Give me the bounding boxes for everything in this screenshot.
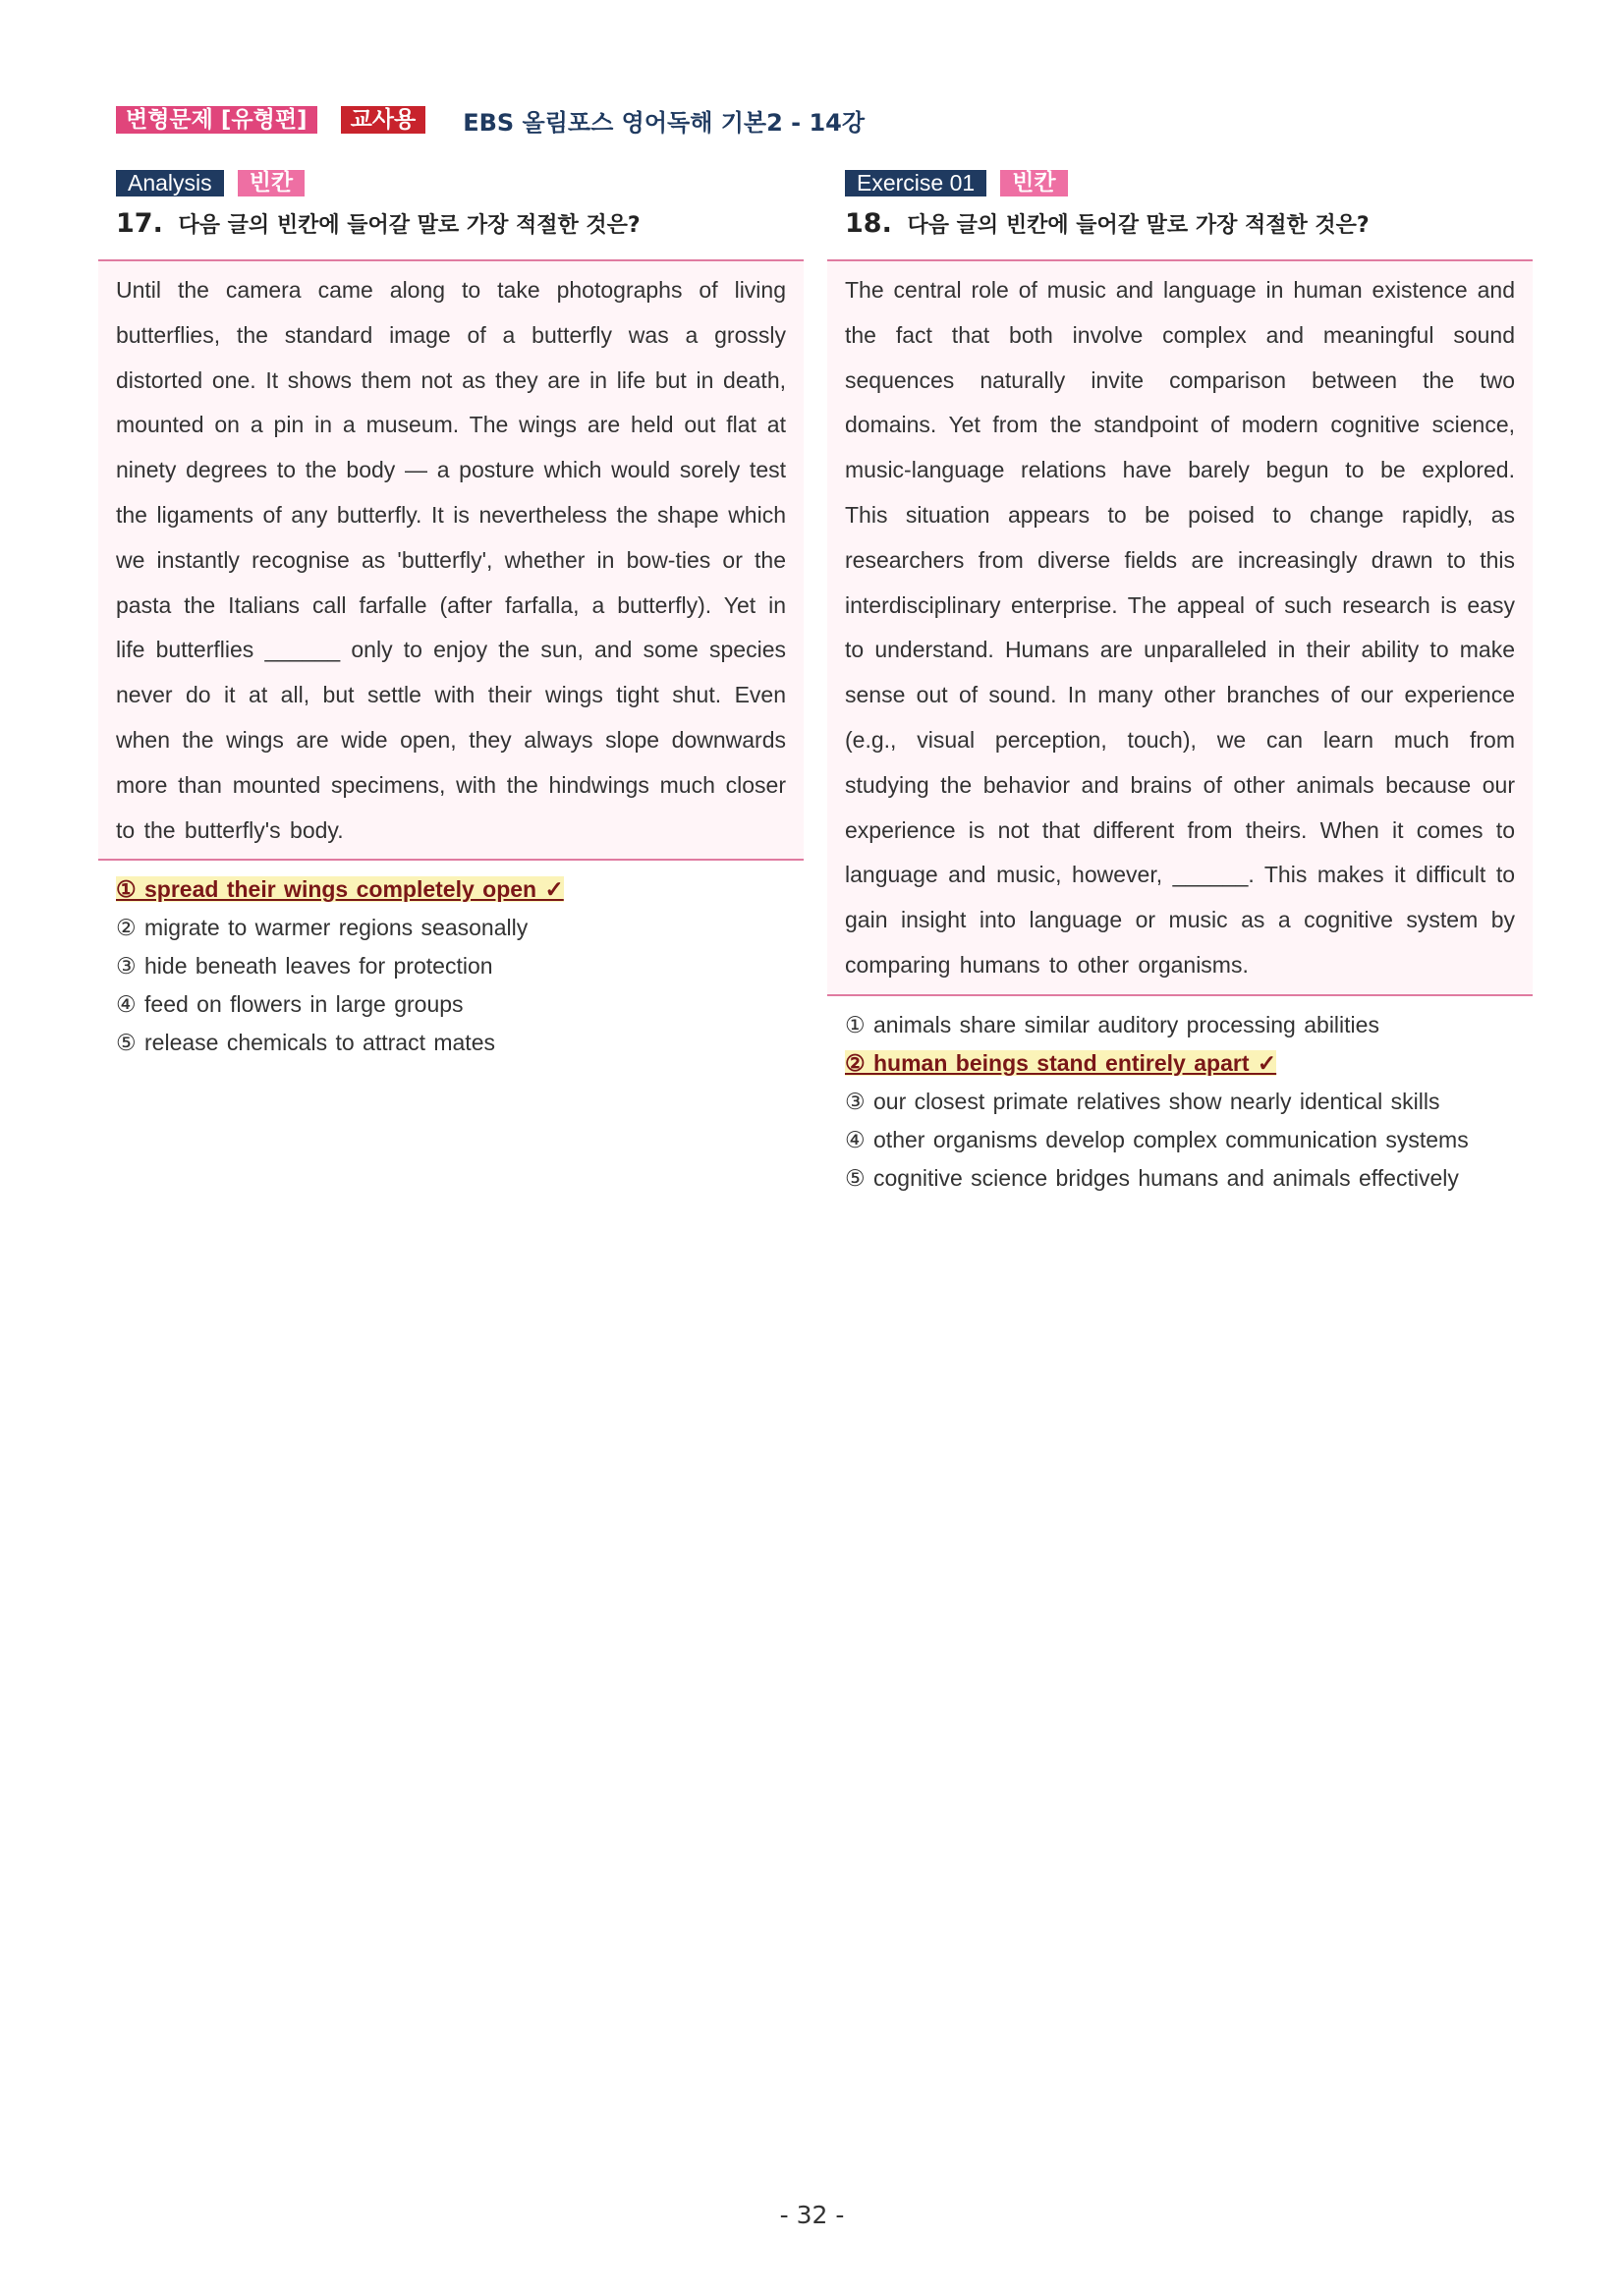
option-3[interactable]: ③ hide beneath leaves for protection — [116, 953, 493, 980]
option-4[interactable]: ④ other organisms develop complex communication systems — [845, 1126, 1469, 1152]
question-18-options — [827, 1006, 1533, 1198]
option-2-correct[interactable] — [845, 1044, 1533, 1083]
type-tag: 변형문제 [유형편] — [116, 106, 317, 134]
option-4[interactable]: ④ feed on flowers in large groups — [116, 991, 464, 1018]
passage-text: The central role of music and language in human existence and the fact that both involve complex and meaningful sound sequences naturally invite comparison between the two domains. Yet from the standpoint of modern cognitive science, music-language relations have barely begun to be explored. This situation appears to be poised to change rapidly, as researchers from diverse fields are increasingly drawn to this interdisciplinary enterprise. The appeal of such research is easy to understand. Humans are unparalleled in their ability to make sense out of sound. In many other branches of our experience (e.g., visual perception, touch), we can learn much from studying the behavior and brains of other animals because our experience is not that different from theirs. When it comes to language and music, however, ______. This makes it difficult to gain insight into language or music as a cognitive system by comparing humans to other organisms. — [845, 277, 1515, 978]
question-number: 17. — [116, 208, 163, 239]
question-17-options — [98, 870, 804, 1062]
option-5[interactable]: ⑤ cognitive science bridges humans and animals effectively — [845, 1164, 1459, 1191]
question-number: 18. — [845, 208, 892, 239]
question-17-labels — [98, 169, 804, 196]
option-3[interactable]: ③ our closest primate relatives show nearly identical skills — [845, 1088, 1440, 1114]
passage-text: Until the camera came along to take photographs of living butterflies, the standard image of a butterfly was a grossly distorted one. It shows them not as they are in life but in death, mounted on a pin in a museum. The wings are held out flat at ninety degrees to the body — a posture which would sorely test the ligaments of any butterfly. It is nevertheless the shape which we instantly recognise as 'butterfly', whether in bow-ties or the pasta the Italians call farfalle (after farfalla, a butterfly). Yet in life butterflies ______ only to enjoy the sun, and some species never do it at all, but settle with their wings tight shut. Even when the wings are wide open, they always slope downwards more than mounted specimens, with the hindwings much closer to the butterfly's body. — [116, 277, 786, 843]
option-2[interactable]: ② migrate to warmer regions seasonally — [116, 915, 529, 941]
page-header — [116, 104, 865, 136]
header-title: EBS 올림포스 영어독해 기본2 - 14강 — [463, 108, 866, 137]
option-text: ② human beings stand entirely apart ✓ — [845, 1049, 1277, 1076]
blank-type-label: 빈칸 — [238, 170, 305, 196]
option-1[interactable]: ① animals share similar auditory processing abilities — [845, 1011, 1379, 1037]
analysis-label: Analysis — [116, 170, 224, 196]
question-18-title — [827, 208, 1533, 240]
exercise-label: Exercise 01 — [845, 170, 986, 196]
question-18-passage — [827, 259, 1533, 996]
question-17-title — [98, 208, 804, 240]
option-1-correct[interactable] — [116, 870, 804, 909]
page-number: - 32 - — [779, 2201, 845, 2229]
option-5[interactable]: ⑤ release chemicals to attract mates — [116, 1030, 495, 1056]
question-17-passage — [98, 259, 804, 861]
question-text: 다음 글의 빈칸에 들어갈 말로 가장 적절한 것은? — [907, 213, 1370, 238]
option-text: ① spread their wings completely open ✓ — [116, 876, 564, 903]
teacher-tag: 교사용 — [341, 106, 426, 134]
question-18-labels — [827, 169, 1533, 196]
question-18-column — [827, 169, 1533, 1198]
question-17-column — [98, 169, 804, 1062]
blank-type-label: 빈칸 — [1000, 170, 1067, 196]
question-text: 다음 글의 빈칸에 들어갈 말로 가장 적절한 것은? — [178, 213, 641, 238]
